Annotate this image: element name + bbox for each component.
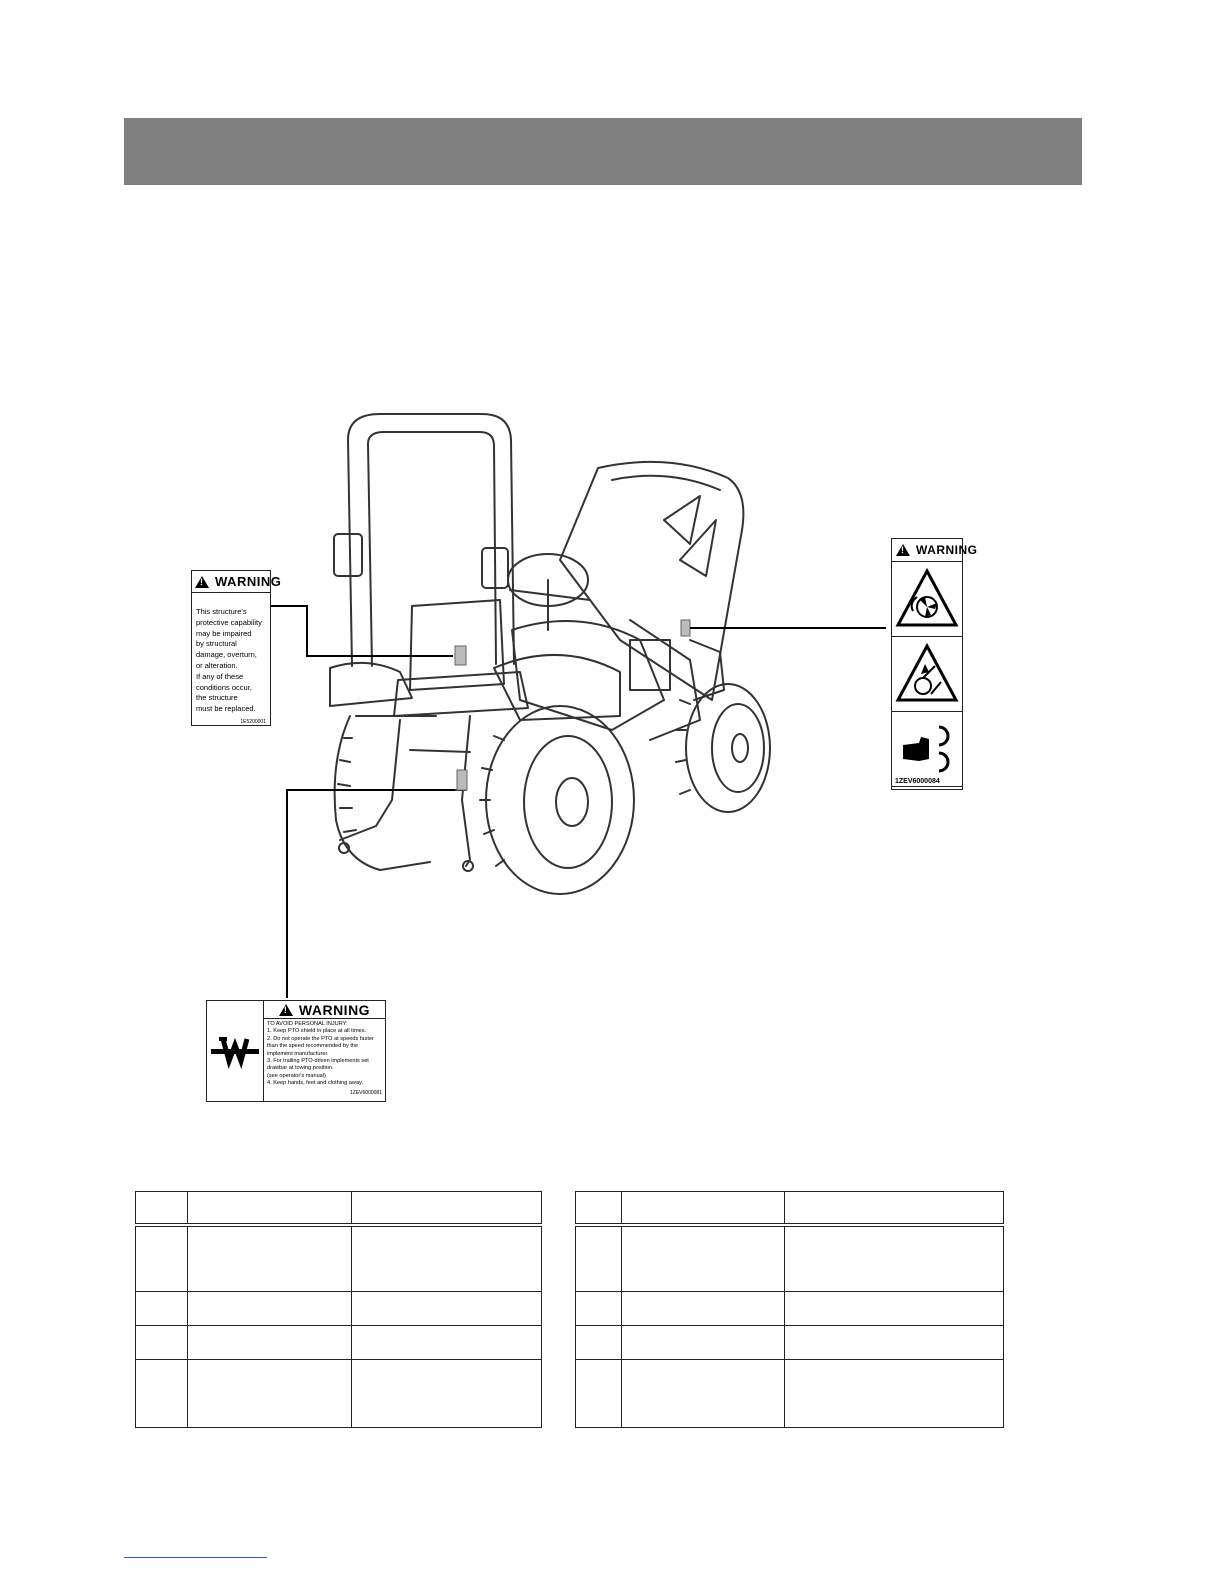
table-cell xyxy=(352,1292,542,1326)
fan-blade-hazard-icon xyxy=(895,567,959,631)
warning-triangle-icon xyxy=(195,576,209,588)
table-cell xyxy=(187,1360,352,1428)
table-header-row xyxy=(136,1192,542,1225)
warning-triangle-icon xyxy=(279,1004,293,1016)
warning-header: ! WARNING xyxy=(892,539,962,562)
table-cell xyxy=(621,1292,784,1326)
table-cell xyxy=(352,1225,542,1292)
table-cell xyxy=(576,1360,622,1428)
table-cell xyxy=(352,1360,542,1428)
pto-shaft-icon xyxy=(209,1031,261,1071)
belt-hazard-panel xyxy=(892,637,962,712)
table-row xyxy=(136,1360,542,1428)
hand-hazard-panel xyxy=(892,712,962,787)
table-cell xyxy=(621,1326,784,1360)
table-header-cell xyxy=(576,1192,622,1225)
table-header-cell xyxy=(784,1192,1004,1225)
rops-warning-decal xyxy=(191,570,282,726)
decal-part-number: 1ZEV6000084 xyxy=(895,778,940,785)
table-cell xyxy=(187,1292,352,1326)
table-cell xyxy=(784,1326,1004,1360)
table-row xyxy=(136,1292,542,1326)
table-cell xyxy=(187,1225,352,1292)
footer-link-underline xyxy=(124,1557,267,1558)
fan-warning-decal xyxy=(891,538,978,790)
table-cell xyxy=(784,1292,1004,1326)
pto-text-panel xyxy=(264,1001,385,1101)
decal-part-number: 1E5200001 xyxy=(240,718,266,725)
table-row xyxy=(576,1225,1004,1292)
table-header-cell xyxy=(187,1192,352,1225)
belt-entanglement-hazard-icon xyxy=(895,642,959,706)
table-row xyxy=(576,1360,1004,1428)
warning-header: ! WARNING xyxy=(192,574,270,593)
table-header-cell xyxy=(136,1192,188,1225)
table-cell xyxy=(576,1326,622,1360)
table-header-cell xyxy=(352,1192,542,1225)
table-cell xyxy=(352,1326,542,1360)
decal-text: TO AVOID PERSONAL INJURY: 1. Keep PTO shield in place at all times. 2. Do not operate the PTO at speeds faster than the speed recommended by the implement manufacturer. 3. For trailing PTO-driven implements set drawbar at towing position. (see operator's manual) 4. Keep hands, feet and clothing away. xyxy=(267,1021,374,1087)
table-row xyxy=(576,1292,1004,1326)
label-table-left xyxy=(135,1191,542,1428)
decal-part-number: 1ZEV6000081 xyxy=(350,1089,382,1096)
warning-header: ! WARNING xyxy=(264,1001,385,1019)
fan-hazard-panel xyxy=(892,562,962,637)
table-cell xyxy=(621,1360,784,1428)
table-row xyxy=(576,1326,1004,1360)
label-table-right xyxy=(575,1191,1004,1428)
table-header-row xyxy=(576,1192,1004,1225)
table-cell xyxy=(621,1225,784,1292)
warning-triangle-icon xyxy=(896,544,910,556)
table-cell xyxy=(136,1360,188,1428)
hand-rotating-parts-icon xyxy=(895,717,959,781)
table-header-cell xyxy=(621,1192,784,1225)
table-row xyxy=(136,1326,542,1360)
table-cell xyxy=(187,1326,352,1360)
table-cell xyxy=(576,1225,622,1292)
table-cell xyxy=(784,1360,1004,1428)
decal-text: This structure's protective capability may be impaired by structural damage, overturn, or alteration. If any of these conditions occur, the structure must be replaced. xyxy=(196,607,262,714)
table-cell xyxy=(136,1225,188,1292)
table-cell xyxy=(576,1292,622,1326)
table-cell xyxy=(136,1326,188,1360)
table-cell xyxy=(136,1292,188,1326)
pto-warning-decal xyxy=(206,1000,386,1102)
pto-shaft-panel xyxy=(207,1001,264,1101)
table-row xyxy=(136,1225,542,1292)
table-cell xyxy=(784,1225,1004,1292)
